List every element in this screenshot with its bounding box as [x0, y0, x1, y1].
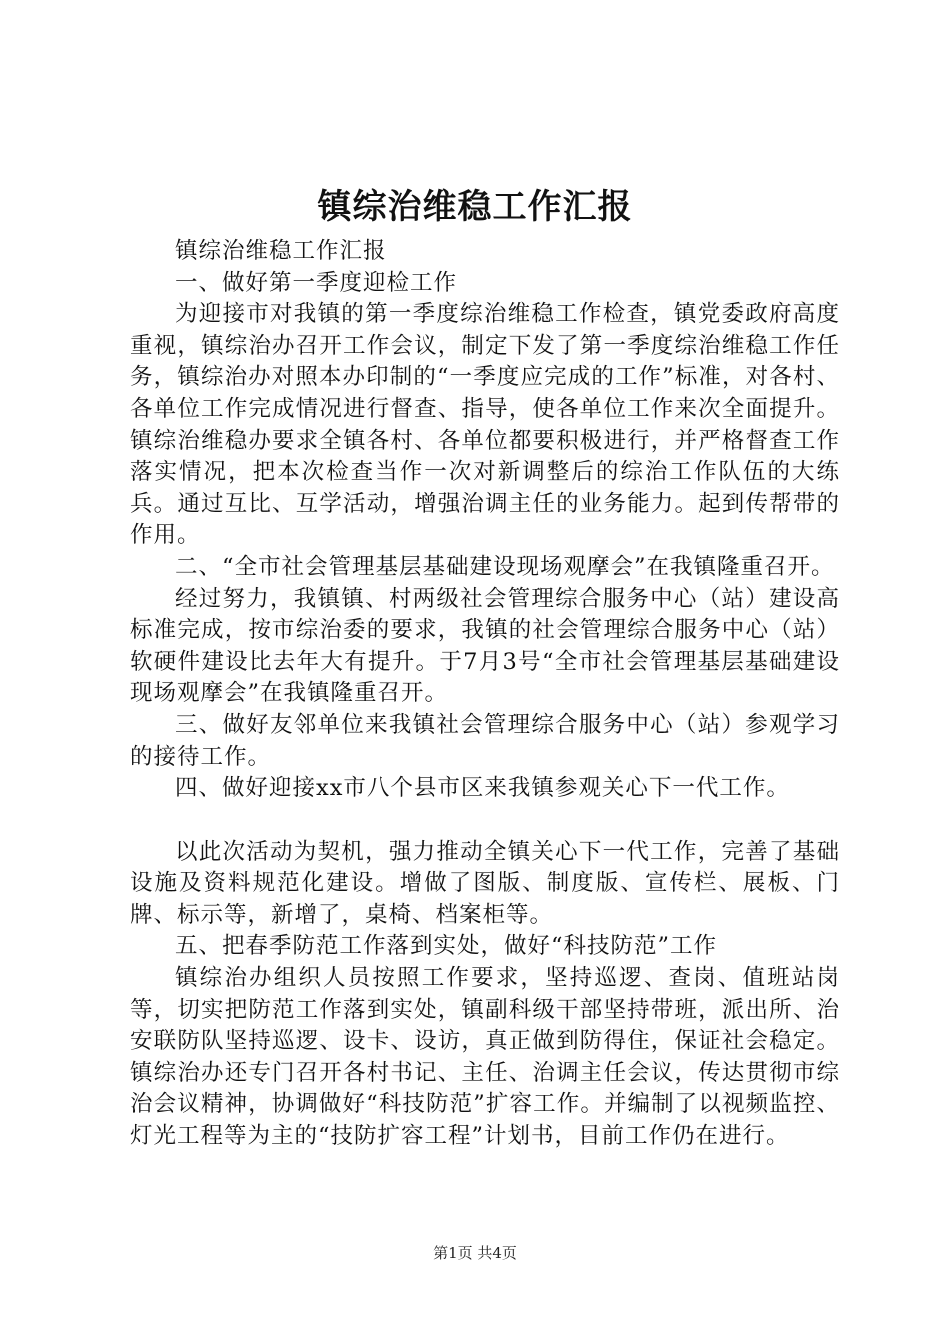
section-heading-4: 四、做好迎接xx市八个县市区来我镇参观关心下一代工作。: [175, 775, 790, 802]
paragraph-5: 镇综治办组织人员按照工作要求，坚持巡逻、查岗、值班站岗等，切实把防范工作落到实处，镇副科级干部坚持带班，派出所、治安联防队坚持巡逻、设卡、设访，真正做到防得住，保证社会稳定。镇综治办还专门召开各村书记、主任、治调主任会议，传达贯彻市综治会议精神，协调做好“科技防范”扩容工作。并编制了以视频监控、灯光工程等为主的“技防扩容工程”计划书，目前工作仍在进行。: [130, 965, 840, 1150]
section-heading-5: 五、把春季防范工作落到实处，做好“科技防范”工作: [175, 933, 718, 960]
paragraph-1: 为迎接市对我镇的第一季度综治维稳工作检查，镇党委政府高度重视，镇综治办召开工作会议，制定下发了第一季度综治维稳工作任务，镇综治办对照本办印制的“一季度应完成的工作”标准，对各村、各单位工作完成情况进行督查、指导，使各单位工作来次全面提升。镇综治维稳办要求全镇各村、各单位都要积极进行，并严格督查工作落实情况，把本次检查当作一次对新调整后的综治工作队伍的大练兵。通过互比、互学活动，增强治调主任的业务能力。起到传帮带的作用。: [130, 301, 840, 549]
paragraph-4: 以此次活动为契机，强力推动全镇关心下一代工作，完善了基础设施及资料规范化建设。增做了图版、制度版、宣传栏、展板、门牌、标示等，新增了，桌椅、档案柜等。: [130, 838, 840, 928]
page-title: 镇综治维稳工作汇报: [317, 187, 633, 227]
page-footer: 第1页 共4页: [433, 1244, 517, 1262]
paragraph-2: 经过努力，我镇镇、村两级社会管理综合服务中心（站）建设高标准完成，按市综治委的要求，我镇的社会管理综合服务中心（站）软硬件建设比去年大有提升。于7月3号“全市社会管理基层基础建设现场观摩会”在我镇隆重召开。: [130, 585, 840, 707]
paragraph-spacer: [130, 805, 840, 837]
section-heading-3: 三、做好友邻单位来我镇社会管理综合服务中心（站）参观学习的接待工作。: [130, 711, 840, 770]
section-heading-1: 一、做好第一季度迎检工作: [175, 269, 458, 296]
paragraph-heading-repeat: 镇综治维稳工作汇报: [175, 238, 387, 264]
document-body: [130, 236, 840, 1153]
section-heading-2: 二、“全市社会管理基层基础建设现场观摩会”在我镇隆重召开。: [175, 553, 835, 580]
